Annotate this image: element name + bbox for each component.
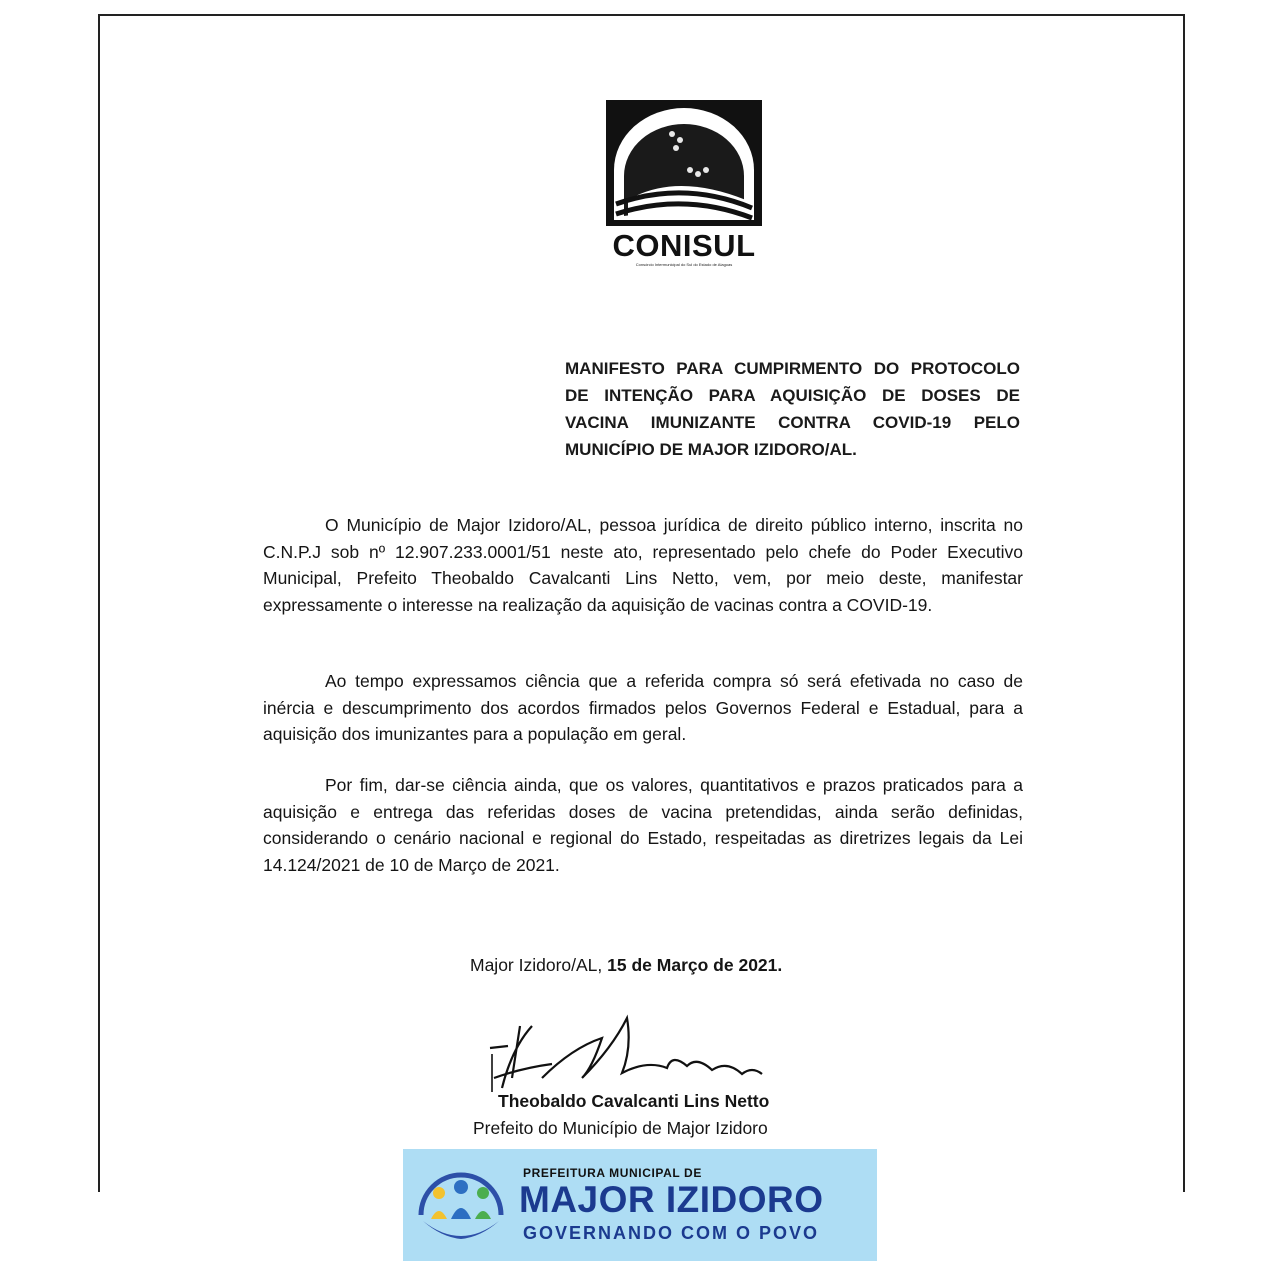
conisul-logo [606,100,762,272]
banner-subtitle: PREFEITURA MUNICIPAL DE [523,1166,702,1180]
date-value: 15 de Março de 2021. [607,955,783,975]
paragraph-3: Por fim, dar-se ciência ainda, que os valores, quantitativos e prazos praticados para a aquisição e entrega das referidas doses de vacina pretendidas, ainda serão definidas, considerando o cenário nacional e regional do Estado, respeitadas as diretrizes legais da Lei 14.124/2021 de 10 de Março de 2021. [263,775,1023,875]
logo-subtitle: Consórcio Intermunicipal do Sul do Estado de Alagoas [635,262,733,267]
prefeitura-banner [403,1149,877,1261]
paragraph-2: Ao tempo expressamos ciência que a referida compra só será efetivada no caso de inércia e descumprimento dos acordos firmados pelos Governos Federal e Estadual, para a aquisição dos imunizantes para a população em geral. [263,671,1023,744]
people-emblem-icon [411,1155,511,1255]
banner-title: MAJOR IZIDORO [519,1179,824,1220]
paragraph-1: O Município de Major Izidoro/AL, pessoa jurídica de direito público interno, inscrita no C.N.P.J sob nº 12.907.233.0001/51 neste ato, representado pelo chefe do Poder Executivo Municipal, Prefeito Theobaldo Cavalcanti Lins Netto, vem, por meio deste, manifestar expressamente o interesse na realização da aquisição de vacinas contra a COVID-19. [263,515,1023,615]
banner-slogan: GOVERNANDO COM O POVO [523,1223,820,1243]
document-title: MANIFESTO PARA CUMPIRMENTO DO PROTOCOLO DE INTENÇÃO PARA AQUISIÇÃO DE DOSES DE VACINA IMUNIZANTE CONTRA COVID-19 PELO MUNICÍPIO DE MAJOR IZIDORO/AL. [565,359,1020,459]
signer-role: Prefeito do Município de Major Izidoro [473,1118,768,1138]
date-place: Major Izidoro/AL, [470,955,603,975]
date-line [470,955,870,976]
conisul-emblem-icon [606,100,762,230]
logo-name: CONISUL [612,228,756,263]
signer-name: Theobaldo Cavalcanti Lins Netto [498,1091,770,1111]
